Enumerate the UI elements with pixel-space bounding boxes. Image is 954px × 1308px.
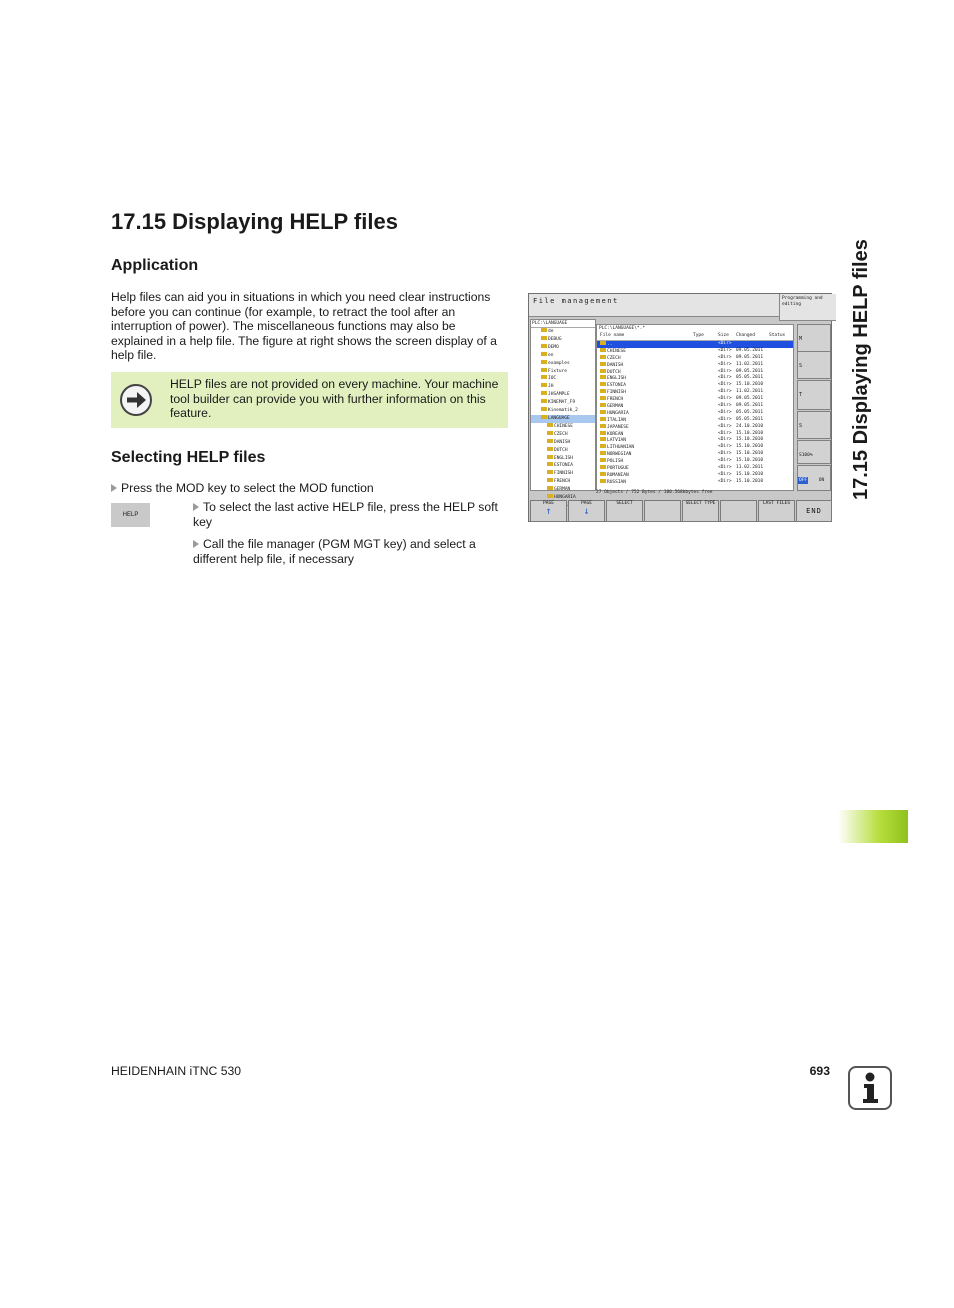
tree-item[interactable] xyxy=(531,439,595,447)
folder-icon xyxy=(547,462,553,466)
file-row[interactable] xyxy=(597,382,793,389)
file-name: .. xyxy=(607,342,613,347)
softkey-end[interactable]: END xyxy=(796,500,832,522)
tree-item[interactable] xyxy=(531,431,595,439)
file-name: FRENCH xyxy=(607,397,624,403)
file-name: ESTONIA xyxy=(607,383,626,389)
folder-icon xyxy=(600,410,606,414)
tree-item-label: ESTONIA xyxy=(554,463,573,469)
tree-item[interactable] xyxy=(531,368,595,376)
side-btn-off-on[interactable]: OFF ON xyxy=(797,465,831,491)
folder-icon xyxy=(541,368,547,372)
file-row[interactable] xyxy=(597,410,793,417)
tree-item[interactable] xyxy=(531,407,595,415)
file-size: <Dir> xyxy=(718,416,732,422)
tree-item-label: DEMO xyxy=(548,344,559,350)
file-row[interactable] xyxy=(597,479,793,486)
tree-item-label: DEBUG xyxy=(548,336,562,342)
folder-icon xyxy=(541,407,547,411)
application-paragraph: Help files can aid you in situations in which you need clear instructions before you can continue (for example, to retract the tool after an interruption of power). The miscellaneous functions may also be explained in a help file. The figure at right shows the screen display of a help file. xyxy=(111,290,497,362)
col-status: Status xyxy=(769,333,786,338)
tree-item[interactable] xyxy=(531,399,595,407)
folder-icon xyxy=(547,478,553,482)
folder-icon xyxy=(600,355,606,359)
file-row[interactable] xyxy=(597,396,793,403)
tree-item-label: JH xyxy=(548,384,554,390)
softkey-page-down[interactable]: PAGE ↓ xyxy=(568,500,605,522)
folder-icon xyxy=(541,360,547,364)
file-size: <Dir> xyxy=(718,368,732,374)
tree-item-label: KINEMAT_F9 xyxy=(548,400,576,406)
footer-left: HEIDENHAIN iTNC 530 xyxy=(111,1064,242,1078)
tree-item-label: HUNGARIA xyxy=(554,495,576,501)
file-list xyxy=(597,341,793,486)
folder-icon xyxy=(600,382,606,386)
folder-icon xyxy=(600,458,606,462)
file-row[interactable] xyxy=(597,362,793,369)
file-date: 15.10.2010 xyxy=(736,471,764,477)
page-number: 693 xyxy=(809,1064,830,1078)
softkey-page-up[interactable]: PAGE ↑ xyxy=(530,500,567,522)
tree-panel xyxy=(530,319,596,501)
screen-title: File management xyxy=(533,297,619,305)
folder-icon xyxy=(541,415,547,419)
arrow-right-icon xyxy=(120,384,152,416)
file-name: LATVIAN xyxy=(607,438,626,444)
tree-item-label: LANGUAGE xyxy=(548,415,570,421)
file-size: <Dir> xyxy=(718,430,732,436)
file-size: <Dir> xyxy=(718,444,732,450)
file-name: FINNISH xyxy=(607,390,626,396)
file-row[interactable] xyxy=(597,417,793,424)
folder-icon xyxy=(541,375,547,379)
file-row[interactable] xyxy=(597,472,793,479)
tree-item-label: de xyxy=(548,329,554,334)
file-date: 24.10.2010 xyxy=(736,423,764,429)
file-date: 05.05.2011 xyxy=(736,375,764,381)
col-size: Size xyxy=(718,333,729,338)
tree-item[interactable] xyxy=(531,375,595,383)
file-size: <Dir> xyxy=(718,423,732,429)
file-path: PLC:\LANGUAGE\*.* xyxy=(599,326,646,331)
softkey-select-type[interactable]: SELECT TYPE xyxy=(682,500,719,522)
folder-icon xyxy=(600,437,606,441)
folder-icon xyxy=(547,470,553,474)
tree-item-label: DANISH xyxy=(554,439,571,445)
tree-item-label: examples xyxy=(548,360,570,366)
file-name: NORWEGIAN xyxy=(607,452,632,458)
tree-item-label: en xyxy=(548,352,554,358)
tree-item[interactable] xyxy=(531,478,595,486)
file-row[interactable] xyxy=(597,389,793,396)
file-size: <Dir> xyxy=(718,451,732,457)
file-row[interactable] xyxy=(597,369,793,376)
file-size: <Dir> xyxy=(718,354,732,360)
tree-item-label: CZECH xyxy=(554,431,568,437)
file-size: <Dir> xyxy=(718,471,732,477)
file-row[interactable] xyxy=(597,451,793,458)
file-row[interactable] xyxy=(597,403,793,410)
folder-icon xyxy=(600,465,606,469)
folder-icon xyxy=(600,375,606,379)
file-date: 11.02.2011 xyxy=(736,465,764,471)
file-date: 15.10.2010 xyxy=(736,437,764,443)
bullet-triangle-icon xyxy=(193,503,199,511)
file-size: <Dir> xyxy=(718,409,732,415)
status-line: 27 Objects / 752 Bytes / 100.568kbytes free xyxy=(596,490,713,495)
tree-item[interactable] xyxy=(531,415,595,423)
file-row[interactable] xyxy=(597,355,793,362)
tree-header: PLC:\LANGUAGE xyxy=(531,320,595,328)
file-row[interactable] xyxy=(597,444,793,451)
file-date: 15.10.2010 xyxy=(736,458,764,464)
folder-icon xyxy=(600,396,606,400)
softkey-empty-2[interactable] xyxy=(720,500,757,522)
softkey-empty-1[interactable] xyxy=(644,500,681,522)
file-size: <Dir> xyxy=(718,347,732,353)
step-3 xyxy=(193,537,508,566)
file-row[interactable] xyxy=(597,437,793,444)
file-row[interactable] xyxy=(597,465,793,472)
note-text: HELP files are not provided on every machine. Your machine tool builder can provide you with further information on this feature. xyxy=(170,377,499,420)
file-size: <Dir> xyxy=(718,382,732,388)
folder-icon xyxy=(541,352,547,356)
file-date: 15.10.2010 xyxy=(736,444,764,450)
file-size: <Dir> xyxy=(718,341,732,346)
tree-item[interactable] xyxy=(531,383,595,391)
step-2 xyxy=(193,500,508,529)
file-date: 11.02.2011 xyxy=(736,389,764,395)
section-title-selecting: Selecting HELP files xyxy=(111,449,266,466)
file-size: <Dir> xyxy=(718,403,732,409)
folder-icon xyxy=(547,423,553,427)
folder-icon xyxy=(600,424,606,428)
file-date: 09.05.2011 xyxy=(736,403,764,409)
file-date: 09.05.2011 xyxy=(736,396,764,402)
file-date: 15.10.2010 xyxy=(736,430,764,436)
folder-icon xyxy=(547,486,553,490)
folder-icon xyxy=(600,369,606,373)
step-3-text: Call the file manager (PGM MGT key) and select a different help file, if necessary xyxy=(193,537,476,566)
folder-icon xyxy=(600,348,606,352)
file-name: HUNGARIA xyxy=(607,410,629,416)
tree-list xyxy=(531,328,595,510)
side-btn-m[interactable]: M xyxy=(797,324,831,362)
file-name: RUSSIAN xyxy=(607,479,626,485)
folder-icon xyxy=(541,399,547,403)
folder-icon xyxy=(541,383,547,387)
side-btn-s[interactable]: S xyxy=(797,351,831,379)
tree-item[interactable] xyxy=(531,360,595,368)
step-1-text: Press the MOD key to select the MOD function xyxy=(121,481,374,495)
side-btn-s-plus[interactable]: S xyxy=(797,411,831,439)
folder-icon xyxy=(600,431,606,435)
tree-item[interactable] xyxy=(531,470,595,478)
tree-item[interactable] xyxy=(531,486,595,494)
tree-item[interactable] xyxy=(531,328,595,336)
file-date: 09.05.2011 xyxy=(736,368,764,374)
file-row[interactable] xyxy=(597,458,793,465)
file-row[interactable] xyxy=(597,375,793,382)
tree-item-label: DUTCH xyxy=(554,447,568,453)
file-row[interactable] xyxy=(597,424,793,431)
side-btn-t[interactable]: T xyxy=(797,380,831,410)
help-softkey[interactable]: HELP xyxy=(111,503,150,527)
folder-icon xyxy=(547,455,553,459)
folder-icon xyxy=(541,391,547,395)
info-icon xyxy=(848,1066,892,1110)
file-row[interactable] xyxy=(597,341,793,348)
file-date: 15.10.2010 xyxy=(736,451,764,457)
folder-icon xyxy=(547,447,553,451)
folder-icon xyxy=(600,362,606,366)
tree-item[interactable] xyxy=(531,336,595,344)
file-size: <Dir> xyxy=(718,361,732,367)
file-size: <Dir> xyxy=(718,375,732,381)
tree-item-label: ENGLISH xyxy=(554,455,573,461)
file-date: 15.10.2010 xyxy=(736,478,764,484)
tree-item[interactable] xyxy=(531,447,595,455)
file-size: <Dir> xyxy=(718,458,732,464)
folder-icon xyxy=(600,389,606,393)
col-changed: Changed xyxy=(736,333,755,338)
file-name: LITHUANIAN xyxy=(607,445,635,451)
softkey-select[interactable]: SELECT xyxy=(606,500,643,522)
folder-icon xyxy=(600,472,606,476)
step-2-text: To select the last active HELP file, press the HELP soft key xyxy=(193,500,498,529)
tree-item-label: IOC xyxy=(548,376,557,382)
tree-item-label: Fixture xyxy=(548,368,567,374)
softkey-last-files[interactable]: LAST FILES xyxy=(758,500,795,522)
tree-item-label: FINNISH xyxy=(554,471,573,477)
file-date: 09.05.2011 xyxy=(736,354,764,360)
side-btn-s100[interactable]: S100% xyxy=(797,440,831,464)
bullet-triangle-icon xyxy=(193,540,199,548)
file-panel xyxy=(596,324,794,491)
tree-item-label: GERMAN xyxy=(554,487,571,493)
section-title-application: Application xyxy=(111,257,199,274)
tnc-screenshot xyxy=(528,293,832,522)
tree-item[interactable] xyxy=(531,423,595,431)
col-name: File name xyxy=(600,333,625,338)
file-date: 05.05.2011 xyxy=(736,416,764,422)
step-1 xyxy=(111,481,508,496)
file-date: 05.05.2011 xyxy=(736,409,764,415)
folder-icon xyxy=(541,344,547,348)
file-name: DUTCH xyxy=(607,369,621,375)
screen-title-bar xyxy=(529,294,779,317)
folder-icon xyxy=(547,494,553,498)
file-row[interactable] xyxy=(597,348,793,355)
folder-icon xyxy=(547,431,553,435)
chapter-tab xyxy=(838,810,908,843)
file-name: ITALIAN xyxy=(607,417,626,423)
file-name: RUMANIAN xyxy=(607,472,629,478)
side-title-text: 17.15 Displaying HELP files xyxy=(850,239,872,500)
file-size: <Dir> xyxy=(718,465,732,471)
file-date: 11.02.2011 xyxy=(736,361,764,367)
file-name: POLISH xyxy=(607,459,624,465)
file-size: <Dir> xyxy=(718,437,732,443)
tree-item-label: FRENCH xyxy=(554,479,571,485)
folder-icon xyxy=(600,417,606,421)
folder-icon xyxy=(600,451,606,455)
tree-item[interactable] xyxy=(531,391,595,399)
file-size: <Dir> xyxy=(718,389,732,395)
screen-mode: Programming and editing xyxy=(779,294,836,321)
tree-item[interactable] xyxy=(531,462,595,470)
tree-item[interactable] xyxy=(531,455,595,463)
file-name: ENGLISH xyxy=(607,376,626,382)
file-name: GERMAN xyxy=(607,404,624,410)
side-title xyxy=(850,210,890,500)
file-name: JAPANESE xyxy=(607,424,629,430)
folder-icon xyxy=(547,439,553,443)
file-name: KOREAN xyxy=(607,431,624,437)
file-date: 09.05.2011 xyxy=(736,347,764,353)
file-row[interactable] xyxy=(597,431,793,438)
tree-item[interactable] xyxy=(531,344,595,352)
page-title: 17.15 Displaying HELP files xyxy=(111,209,398,234)
file-size: <Dir> xyxy=(718,396,732,402)
tree-item[interactable] xyxy=(531,352,595,360)
folder-icon xyxy=(600,479,606,483)
bullet-triangle-icon xyxy=(111,484,117,492)
tree-item-label: Kinematik_2 xyxy=(548,408,578,414)
folder-icon xyxy=(541,336,547,340)
file-name: DANISH xyxy=(607,362,624,368)
file-header-row xyxy=(597,332,793,341)
folder-icon xyxy=(600,341,606,345)
file-name: PORTUGUE xyxy=(607,466,629,472)
folder-icon xyxy=(541,328,547,332)
file-name: CHINESE xyxy=(607,348,626,354)
tree-item-label: CHINESE xyxy=(554,423,573,429)
folder-icon xyxy=(600,444,606,448)
col-type: Type xyxy=(693,333,704,338)
file-name: CZECH xyxy=(607,355,621,361)
tree-item-label: JHSAMPLE xyxy=(548,392,570,398)
file-size: <Dir> xyxy=(718,478,732,484)
file-date: 15.10.2010 xyxy=(736,382,764,388)
folder-icon xyxy=(600,403,606,407)
